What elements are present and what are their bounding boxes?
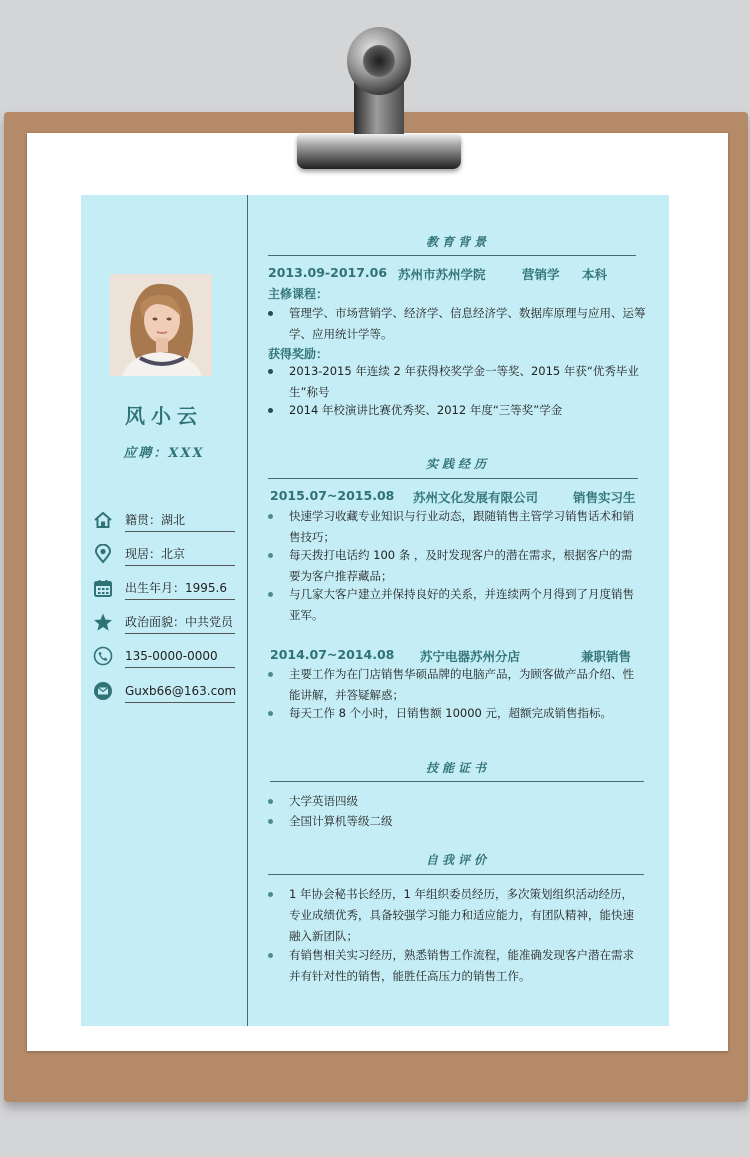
courses-label: 主修课程： — [268, 287, 329, 301]
awards-label: 获得奖励： — [268, 347, 329, 361]
bullet-icon — [268, 672, 273, 677]
self-rule — [268, 874, 644, 875]
info-email-text: Guxb66@163.com — [125, 682, 235, 703]
list-item: 与几家大客户建立并保持良好的关系，并连续两个月得到了月度销售亚军。 — [268, 584, 640, 626]
list-item: 大学英语四级 — [268, 791, 640, 812]
list-item: 2013-2015 年连续 2 年获得校奖学金一等奖、2015 年获“优秀毕业生”称号 — [268, 361, 648, 403]
bullet-icon — [268, 369, 273, 374]
info-residence-text: 现居：北京 — [125, 545, 235, 566]
candidate-name: 风小云 — [125, 404, 203, 428]
bullet-icon — [268, 592, 273, 597]
info-phone-text: 135-0000-0000 — [125, 647, 235, 668]
info-birth-text: 出生年月：1995.6 — [125, 579, 235, 600]
section-title-education: 教育背景 — [425, 235, 490, 249]
home-icon — [93, 510, 113, 530]
job-role: 兼职销售 — [581, 649, 632, 664]
avatar — [110, 274, 212, 376]
bullet-icon — [268, 953, 273, 958]
skills-rule — [270, 781, 644, 782]
education-major: 营销学 — [522, 267, 560, 282]
bullet-icon — [268, 408, 273, 413]
bullet-icon — [268, 711, 273, 716]
bullet-icon — [268, 514, 273, 519]
education-school: 苏州市苏州学院 — [398, 267, 486, 282]
phone-icon — [93, 646, 113, 666]
bullet-icon — [268, 819, 273, 824]
binder-clip-icon — [297, 134, 461, 169]
list-item: 快速学习收藏专业知识与行业动态，跟随销售主管学习销售话术和销售技巧； — [268, 506, 640, 548]
list-item: 管理学、市场营销学、经济学、信息经济学、数据库原理与应用、运筹学、应用统计学等。 — [268, 303, 648, 345]
job-role: 销售实习生 — [573, 490, 636, 505]
list-item: 主要工作为在门店销售华硕品牌的电脑产品，为顾客做产品介绍、性能讲解，并答疑解惑； — [268, 664, 640, 706]
list-item: 每天拨打电话约 100 条 ，及时发现客户的潜在需求，根据客户的需要为客户推荐藏品； — [268, 545, 640, 587]
clip-hole — [363, 45, 395, 77]
section-title-skills: 技能证书 — [425, 761, 490, 775]
list-item: 全国计算机等级二级 — [268, 811, 640, 832]
bullet-icon — [268, 799, 273, 804]
apply-position: 应聘：XXX — [123, 446, 205, 461]
job-period: 2015.07~2015.08 — [270, 488, 395, 503]
bullet-icon — [268, 892, 273, 897]
portrait-image — [110, 274, 212, 376]
education-period: 2013.09-2017.06 — [268, 265, 388, 280]
bullet-icon — [268, 311, 273, 316]
education-rule — [268, 255, 636, 256]
column-divider — [247, 195, 248, 1026]
resume — [81, 195, 669, 1026]
practice-rule — [268, 478, 638, 479]
job-period: 2014.07~2014.08 — [270, 647, 395, 662]
bullet-icon — [268, 553, 273, 558]
info-political-text: 政治面貌：中共党员 — [125, 613, 235, 634]
email-icon — [93, 681, 113, 701]
education-degree: 本科 — [582, 267, 608, 282]
list-item: 2014 年校演讲比赛优秀奖、2012 年度“三等奖”学金 — [268, 400, 648, 421]
location-icon — [93, 544, 113, 564]
list-item: 每天工作 8 个小时，日销售额 10000 元，超额完成销售指标。 — [268, 703, 640, 724]
section-title-self: 自我评价 — [425, 853, 490, 867]
list-item: 1 年协会秘书长经历，1 年组织委员经历，多次策划组织活动经历，专业成绩优秀，具备较强学习能力和适应能力，有团队精神，能快速融入新团队； — [268, 884, 640, 947]
info-hometown-text: 籍贯：湖北 — [125, 511, 235, 532]
calendar-icon — [93, 578, 113, 598]
job-company: 苏州文化发展有限公司 — [413, 490, 539, 505]
star-icon — [93, 612, 113, 632]
list-item: 有销售相关实习经历，熟悉销售工作流程，能准确发现客户潜在需求并有针对性的销售，能胜任高压力的销售工作。 — [268, 945, 640, 987]
job-company: 苏宁电器苏州分店 — [420, 649, 521, 664]
section-title-practice: 实践经历 — [425, 457, 490, 471]
